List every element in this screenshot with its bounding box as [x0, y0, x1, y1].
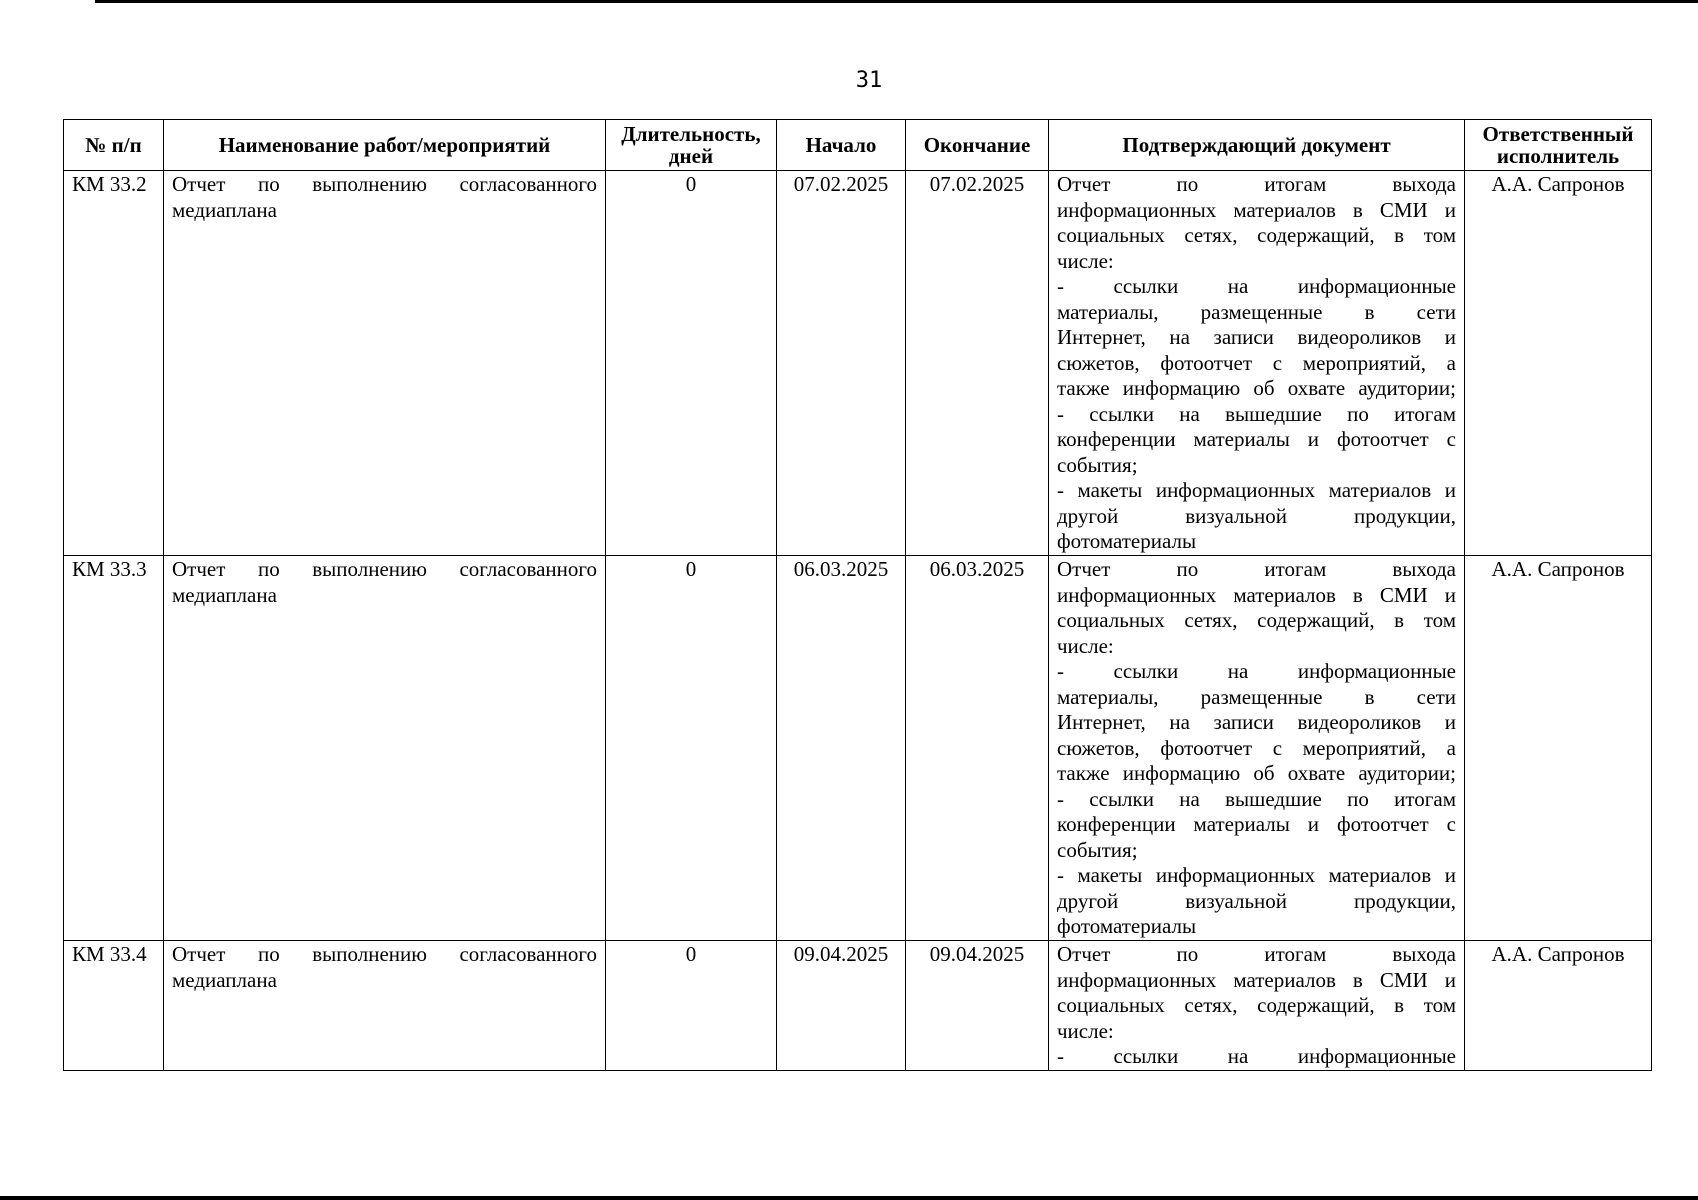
header-name: Наименование работ/мероприятий — [164, 120, 606, 171]
document-text-line: Отчет по итогам выхода — [1057, 557, 1456, 581]
document-text-line: - ссылки на информационные — [1057, 1044, 1456, 1068]
cell-num: КМ 33.2 — [64, 171, 164, 556]
cell-start: 06.03.2025 — [777, 556, 906, 941]
header-document: Подтверждающий документ — [1049, 120, 1465, 171]
document-text-line: фотоматериалы — [1057, 914, 1197, 938]
header-num: № п/п — [64, 120, 164, 171]
cell-end: 09.04.2025 — [906, 941, 1049, 1071]
document-text-line: фотоматериалы — [1057, 529, 1197, 553]
bottom-border-line — [0, 1196, 1698, 1200]
cell-document — [1049, 556, 1465, 941]
top-border-line — [95, 0, 1698, 3]
document-text-line: сюжетов, фотоотчет с мероприятий, а — [1057, 735, 1456, 760]
document-text-line: социальных сетях, содержащий, в том — [1057, 993, 1456, 1017]
cell-end: 06.03.2025 — [906, 556, 1049, 941]
document-text-line: - ссылки на информационные — [1057, 274, 1456, 298]
document-text-line: числе: — [1057, 1018, 1114, 1043]
cell-start: 09.04.2025 — [777, 941, 906, 1071]
cell-responsible: А.А. Сапронов — [1465, 556, 1652, 941]
document-text-line: Отчет по итогам выхода — [1057, 942, 1456, 966]
document-text-line: Интернет, на записи видеороликов и — [1057, 710, 1456, 734]
document-text-line: числе: — [1057, 633, 1114, 658]
document-text-line: события; — [1057, 452, 1138, 477]
cell-name: Отчет по выполнению согласованного медиаплана — [164, 171, 606, 556]
document-text-line: информационных материалов в СМИ и — [1057, 967, 1456, 992]
page-number: 31 — [855, 68, 883, 93]
table-header-row — [64, 120, 1652, 171]
document-text-line: социальных сетях, содержащий, в том — [1057, 223, 1456, 247]
header-duration: Длительность, дней — [606, 120, 777, 171]
header-start: Начало — [777, 120, 906, 171]
table-row — [64, 171, 1652, 556]
cell-responsible: А.А. Сапронов — [1465, 171, 1652, 556]
document-text-line: информационных материалов в СМИ и — [1057, 197, 1456, 222]
cell-num: КМ 33.4 — [64, 941, 164, 1071]
document-text-line: события; — [1057, 837, 1138, 862]
cell-start: 07.02.2025 — [777, 171, 906, 556]
document-text-line: конференции материалы и фотоотчет с — [1057, 812, 1456, 836]
cell-name: Отчет по выполнению согласованного медиаплана — [164, 941, 606, 1071]
document-text-line: - ссылки на вышедшие по итогам — [1057, 401, 1456, 426]
document-text-line: - ссылки на вышедшие по итогам — [1057, 786, 1456, 811]
document-text-line: - макеты информационных материалов и — [1057, 478, 1456, 502]
cell-duration: 0 — [606, 941, 777, 1071]
table-row — [64, 556, 1652, 941]
document-text-line: социальных сетях, содержащий, в том — [1057, 608, 1456, 632]
document-text-line: конференции материалы и фотоотчет с — [1057, 427, 1456, 451]
document-text-line: - макеты информационных материалов и — [1057, 863, 1456, 887]
cell-num: КМ 33.3 — [64, 556, 164, 941]
document-text-line: материалы, размещенные в сети — [1057, 684, 1456, 709]
header-end: Окончание — [906, 120, 1049, 171]
cell-duration: 0 — [606, 556, 777, 941]
document-text-line: другой визуальной продукции, — [1057, 503, 1456, 528]
document-text-line: - ссылки на информационные — [1057, 659, 1456, 683]
document-text-line: Интернет, на записи видеороликов и — [1057, 325, 1456, 349]
document-text-line: сюжетов, фотоотчет с мероприятий, а — [1057, 350, 1456, 375]
cell-document — [1049, 941, 1465, 1071]
cell-responsible: А.А. Сапронов — [1465, 941, 1652, 1071]
cell-document — [1049, 171, 1465, 556]
cell-end: 07.02.2025 — [906, 171, 1049, 556]
table-row — [64, 941, 1652, 1071]
document-text-line: также информацию об охвате аудитории; — [1057, 761, 1456, 785]
document-text-line: также информацию об охвате аудитории; — [1057, 376, 1456, 400]
document-text-line: числе: — [1057, 248, 1114, 273]
document-text-line: материалы, размещенные в сети — [1057, 299, 1456, 324]
work-plan-table — [63, 119, 1652, 1071]
cell-duration: 0 — [606, 171, 777, 556]
document-text-line: информационных материалов в СМИ и — [1057, 582, 1456, 607]
header-responsible: Ответственный исполнитель — [1465, 120, 1652, 171]
cell-name: Отчет по выполнению согласованного медиаплана — [164, 556, 606, 941]
document-text-line: другой визуальной продукции, — [1057, 888, 1456, 913]
document-text-line: Отчет по итогам выхода — [1057, 172, 1456, 196]
